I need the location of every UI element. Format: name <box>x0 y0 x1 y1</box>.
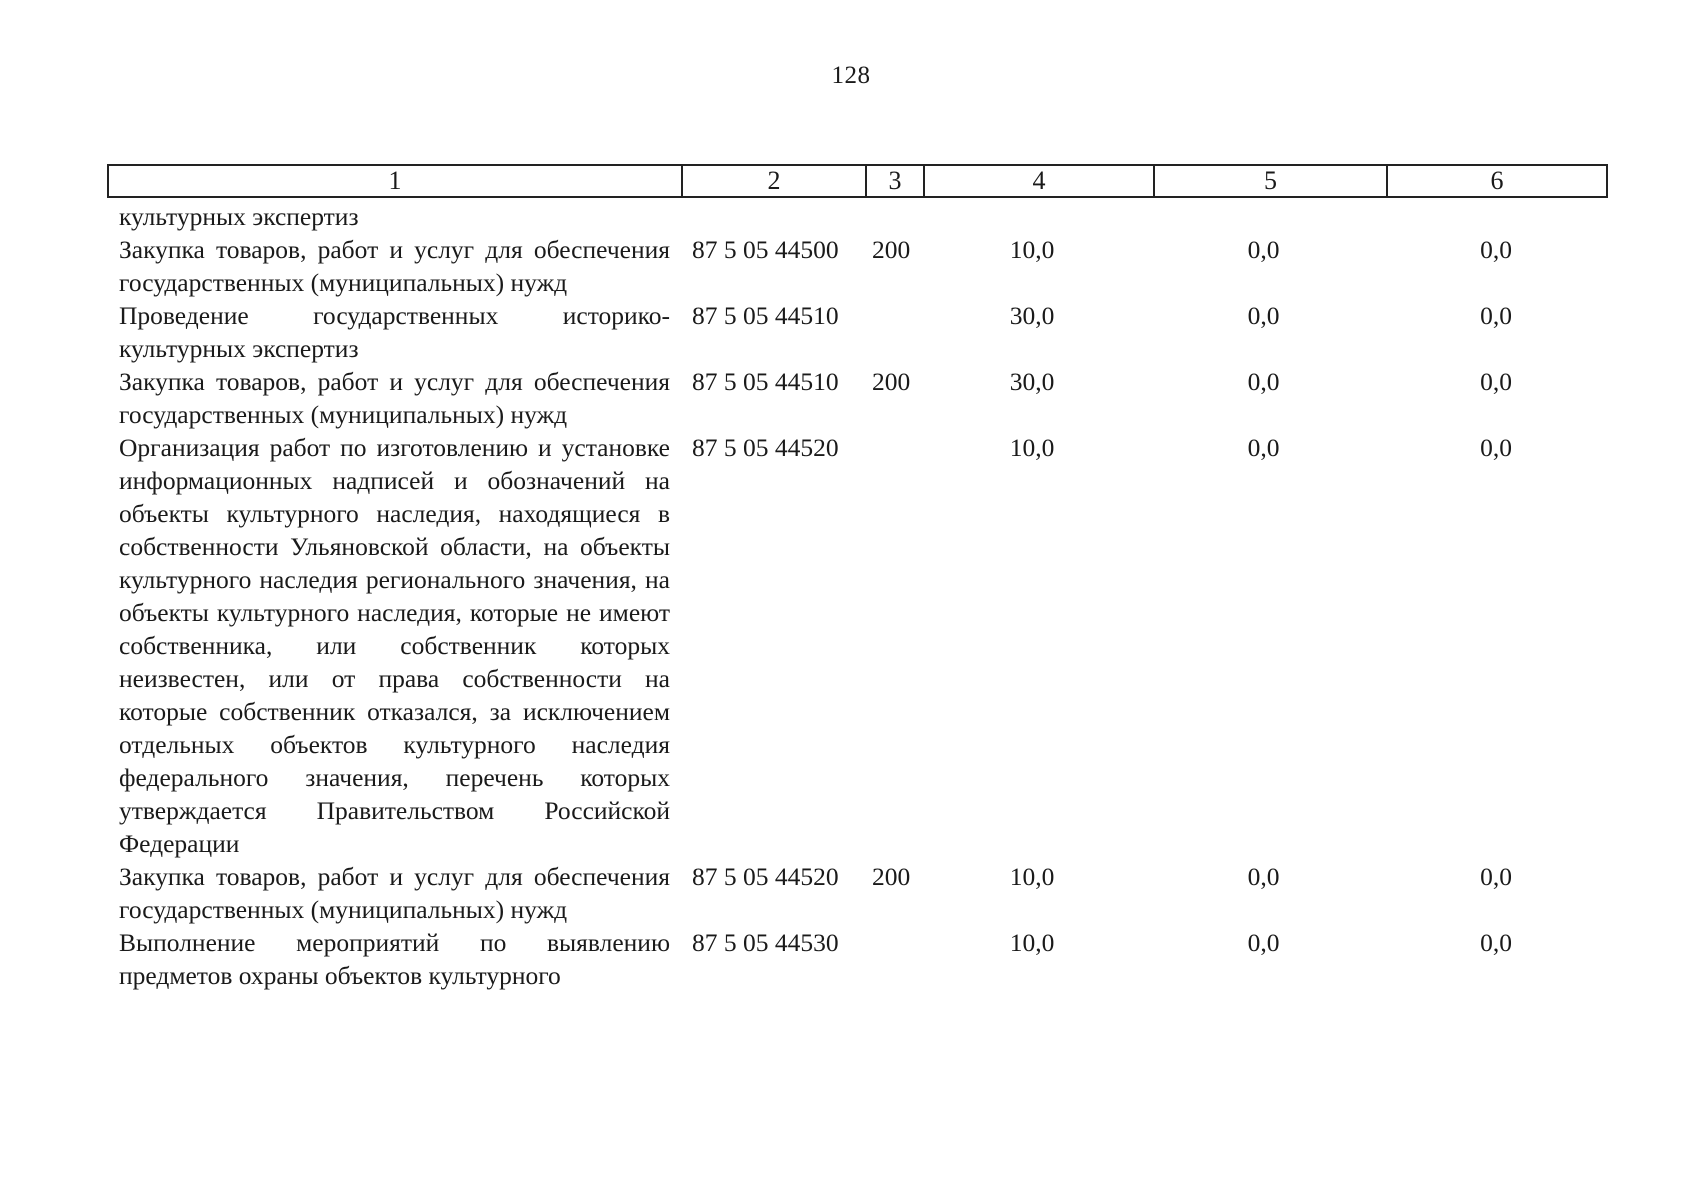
row-value-6: 0,0 <box>1480 928 1512 957</box>
row-value-4: 10,0 <box>1009 862 1055 891</box>
row-value-6: 0,0 <box>1480 862 1512 891</box>
row-name: Выполнение мероприятий по выявлению предметов охраны объектов культурного <box>119 928 670 990</box>
row-value-4: 10,0 <box>1009 433 1055 462</box>
row-name: Закупка товаров, работ и услуг для обеспечения государственных (муниципальных) нужд <box>119 367 670 429</box>
row-code: 87 5 05 44520 <box>692 862 839 891</box>
row-name: Закупка товаров, работ и услуг для обеспечения государственных (муниципальных) нужд <box>119 862 670 924</box>
row-name: Проведение государственных историко-культурных экспертиз <box>119 301 670 363</box>
table-row <box>107 365 1608 431</box>
table-row <box>107 233 1608 299</box>
page-number: 128 <box>831 62 871 89</box>
header-col-1: 1 <box>109 166 683 196</box>
header-col-3: 3 <box>867 166 925 196</box>
row-value-5: 0,0 <box>1247 862 1280 891</box>
row-value-5: 0,0 <box>1247 433 1280 462</box>
row-value-6: 0,0 <box>1480 301 1512 330</box>
row-code: 87 5 05 44530 <box>692 928 839 957</box>
table-row <box>107 200 1608 233</box>
row-value-6: 0,0 <box>1480 367 1512 396</box>
row-code: 87 5 05 44510 <box>692 367 839 396</box>
table-header <box>107 164 1608 198</box>
row-value-5: 0,0 <box>1247 301 1280 330</box>
row-value-5: 0,0 <box>1247 367 1280 396</box>
table-row <box>107 431 1608 860</box>
row-value-4: 10,0 <box>1009 928 1055 957</box>
header-col-4: 4 <box>925 166 1155 196</box>
header-col-2: 2 <box>683 166 867 196</box>
table-row <box>107 860 1608 926</box>
table-body <box>107 200 1608 992</box>
row-name: культурных экспертиз <box>119 202 359 231</box>
header-col-6: 6 <box>1490 166 1504 195</box>
table-row <box>107 926 1608 992</box>
row-code: 87 5 05 44520 <box>692 433 839 462</box>
row-code: 87 5 05 44500 <box>692 235 839 264</box>
row-vr: 200 <box>872 367 911 396</box>
row-vr: 200 <box>872 235 911 264</box>
row-value-6: 0,0 <box>1480 433 1512 462</box>
header-col-5: 5 <box>1155 166 1388 196</box>
row-vr: 200 <box>872 862 911 891</box>
row-value-6: 0,0 <box>1480 235 1512 264</box>
table-row <box>107 299 1608 365</box>
row-name: Организация работ по изготовлению и установке информационных надписей и обозначений на объекты культурного наследия, находящиеся в собственности Ульяновской области, на объекты культурного наследия регионального значения, на объекты культурного наследия, которые не имеют собственника, или собственник которых неизвестен, или от права собственности на которые собственник отказался, за исключением отдельных объектов культурного наследия федерального значения, перечень которых утверждается Правительством Российской Федерации <box>119 433 670 858</box>
row-name: Закупка товаров, работ и услуг для обеспечения государственных (муниципальных) нужд <box>119 235 670 297</box>
row-code: 87 5 05 44510 <box>692 301 839 330</box>
row-value-4: 10,0 <box>1009 235 1055 264</box>
row-value-5: 0,0 <box>1247 235 1280 264</box>
row-value-5: 0,0 <box>1247 928 1280 957</box>
row-value-4: 30,0 <box>1009 367 1055 396</box>
row-value-4: 30,0 <box>1009 301 1055 330</box>
